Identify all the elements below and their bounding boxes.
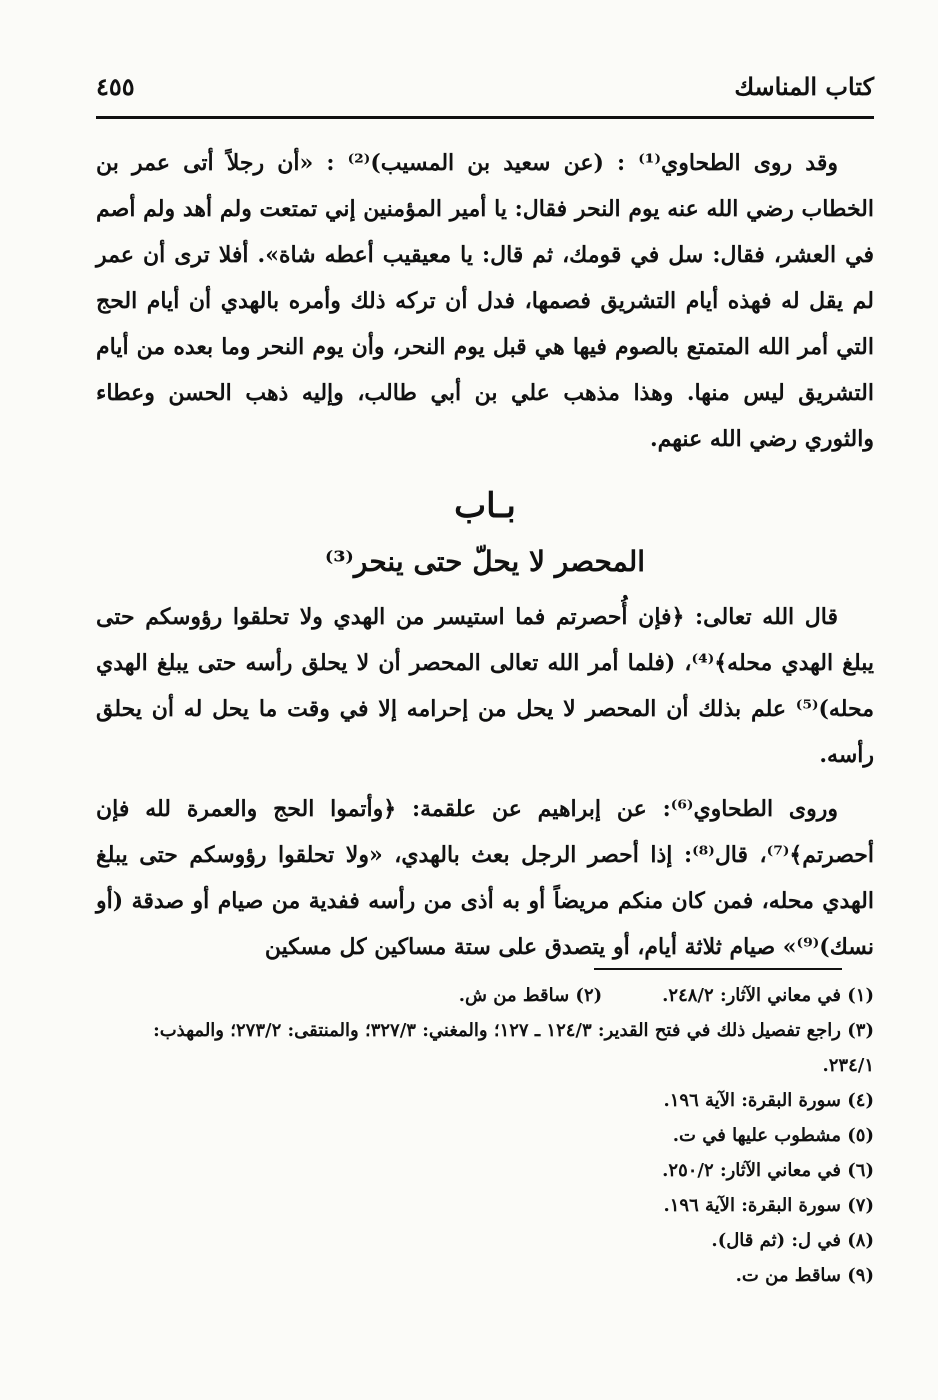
footnotes (96, 978, 874, 1293)
bab-heading: بـاب (454, 486, 516, 526)
paragraph-quran-verse: قال الله تعالى: ﴿فإن أُحصرتم فما استيسر من الهدي ولا تحلقوا رؤوسكم حتى يبلغ الهدي محله﴾⁽⁴⁾، (فلما أمر الله تعالى المحصر أن لا يحلق رأسه حتى يبلغ الهدي محله)⁽⁵⁾ علم بذلك أن المحصر لا يحل من إحرامه إلا في وقت ما يحل له أن يحلق رأسه. (96, 604, 874, 768)
footnote-4: (٤) سورة البقرة: الآية ١٩٦. (663, 1090, 874, 1111)
footnote-9: (٩) ساقط من ت. (735, 1265, 874, 1286)
footnote-2: (٢) ساقط من ش. (458, 985, 603, 1006)
footnote-6: (٦) في معاني الآثار: ٢٥٠/٢. (662, 1160, 874, 1181)
footnote-5: (٥) مشطوب عليها في ت. (672, 1125, 874, 1146)
footnote-8: (٨) في ل: (ثم قال). (711, 1230, 874, 1251)
footnote-3: (٣) راجع تفصيل ذلك في فتح القدير: ١٢٤/٣ ـ ١٢٧؛ والمغني: ٣٢٧/٣؛ والمنتقى: ٢٧٣/٢؛ والمهذب: ٢٣٤/١. (153, 1020, 874, 1076)
footnote-7: (٧) سورة البقرة: الآية ١٩٦. (663, 1195, 874, 1216)
footnote-row (96, 978, 874, 1013)
page-number: ٤٥٥ (96, 71, 135, 101)
chapter-title: المحصر لا يحلّ حتى ينحر⁽³⁾ (324, 545, 646, 578)
page-header (96, 66, 874, 106)
footnote-1: (١) في معاني الآثار: ٢٤٨/٢. (662, 985, 874, 1006)
paragraph-tahawi-1: وقد روى الطحاوي⁽¹⁾ : (عن سعيد بن المسيب)⁽²⁾ : «أن رجلاً أتى عمر بن الخطاب رضي الله عنه يوم النحر فقال: يا أمير المؤمنين إني تمتعت ولم أهد ولم أصم في العشر، فقال: سل في قومك، ثم قال: يا معيقيب أعطه شاة». أفلا ترى أن عمر لم يقل له فهذه أيام التشريق فصمها، فدل أن تركه ذلك وأمره بالهدي أن أيام الحج التي أمر الله المتمتع بالصوم فيها هي قبل يوم النحر، وأن يوم النحر وما بعده من أيام التشريق ليس منها. وهذا مذهب علي بن أبي طالب، وإليه ذهب الحسن وعطاء والثوري رضي الله عنهم. (96, 150, 874, 452)
running-title: كتاب المناسك (734, 71, 874, 101)
paragraph-tahawi-2: وروى الطحاوي⁽⁶⁾: عن إبراهيم عن علقمة: ﴿وأتموا الحج والعمرة لله فإن أحصرتم﴾⁽⁷⁾، قال⁽⁸⁾: إذا أحصر الرجل بعث بالهدي، «ولا تحلقوا رؤوسكم حتى يبلغ الهدي محله، فمن كان منكم مريضاً أو به أذى من رأسه ففدية من صيام أو صدقة (أو نسك)⁽⁹⁾» صيام ثلاثة أيام، أو يتصدق على ستة مساكين كل مسكين (96, 796, 874, 960)
header-rule (96, 116, 874, 119)
footnote-rule (594, 968, 842, 970)
main-text (96, 140, 874, 970)
